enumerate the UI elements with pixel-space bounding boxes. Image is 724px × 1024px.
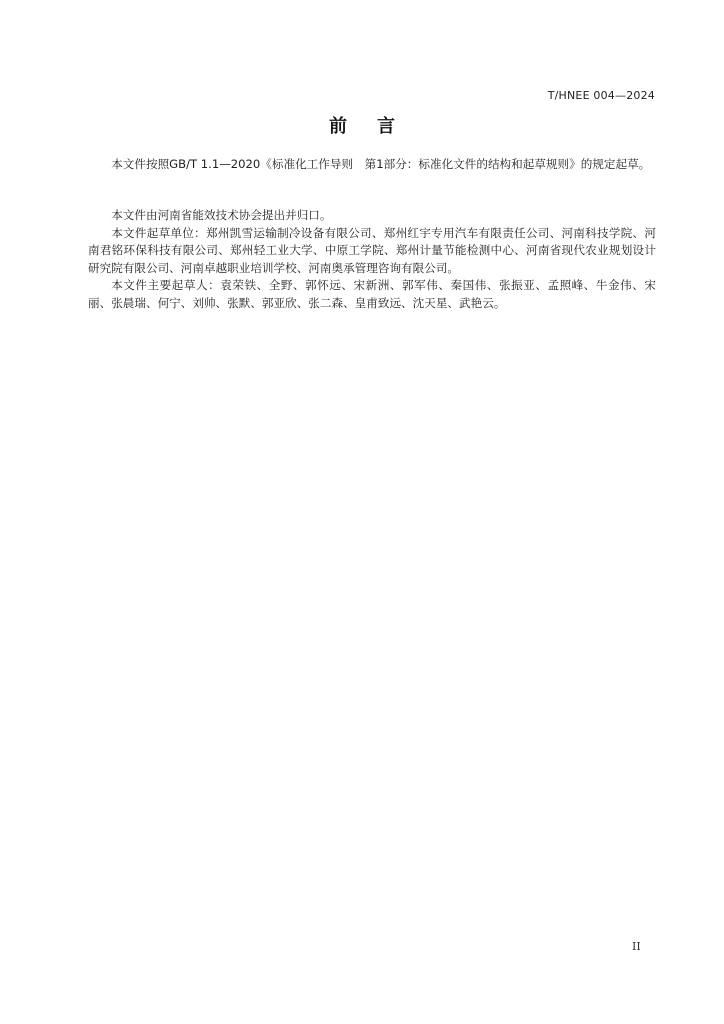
page-number: II xyxy=(632,940,641,953)
paragraph-drafters: 本文件主要起草人：袁荣铁、全野、郭怀远、宋新洲、郭军伟、秦国伟、张振亚、孟照峰、牛金伟、宋丽、张晨瑞、何宁、刘帅、张默、郭亚欣、张二森、皇甫致远、沈天星、武艳云。 xyxy=(88,278,656,310)
paragraph-drafting-units: 本文件起草单位：郑州凯雪运输制冷设备有限公司、郑州红宇专用汽车有限责任公司、河南科技学院、河南君铭环保科技有限公司、郑州轻工业大学、中原工学院、郑州计量节能检测中心、河南省现代农业规划设计研究院有限公司、河南卓越职业培训学校、河南奥承管理咨询有限公司。 xyxy=(88,225,656,275)
paragraph-drafting-rules: 本文件按照GB/T 1.1—2020《标准化工作导则 第1部分：标准化文件的结构和起草规则》的规定起草。 xyxy=(111,157,651,171)
document-code: T/HNEE 004—2024 xyxy=(547,89,655,102)
foreword-paragraph-group-1 xyxy=(88,156,656,174)
page-title: 前言 xyxy=(329,116,425,137)
paragraph-proposer: 本文件由河南省能效技术协会提出并归口。 xyxy=(111,208,332,222)
foreword-paragraph-group-2 xyxy=(88,207,656,312)
